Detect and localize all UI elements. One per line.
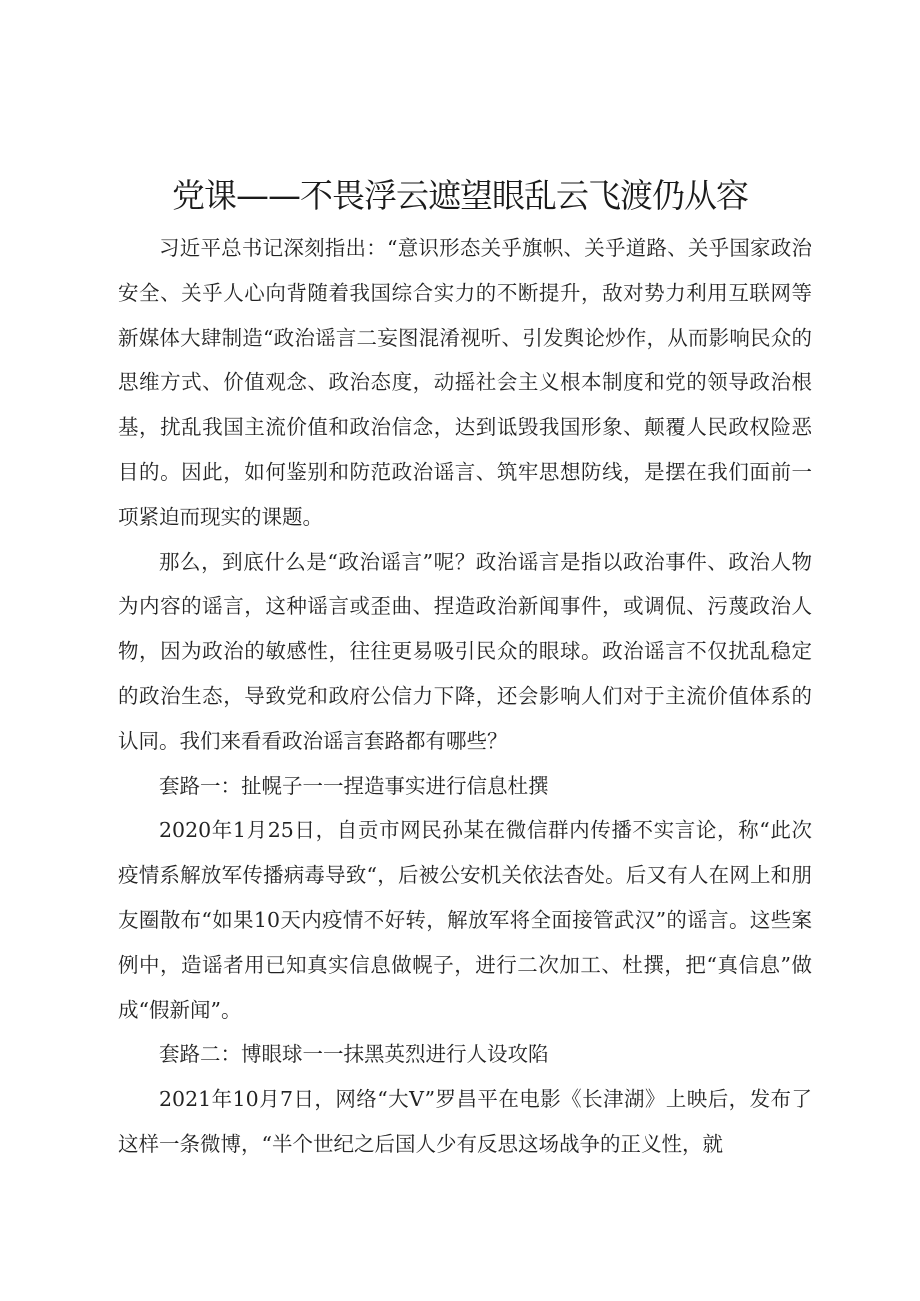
section-heading-1: 套路一：扯幌子一一捏造事实进行信息杜撰 xyxy=(159,773,549,798)
paragraph-intro: 习近平总书记深刻指出：“意识形态关乎旗帜、关乎道路、关乎国家政治安全、关乎人心向背随着我国综合实力的不断提升，敌对势力利用互联网等新媒体大肆制造“政治谣言二妄图混淆视听、引发舆论炒作，从而影响民众的思维方式、价值观念、政治态度，动摇社会主义根本制度和党的领导政治根基，扰乱我国主流价值和政治信念，达到诋毁我国形象、颠覆人民政权险恶目的。因此，如何鉴别和防范政治谣言、筑牢思想防线，是摆在我们面前一项紧迫而现实的课题。 xyxy=(118,236,812,529)
paragraph-case-2: 2021年10月7日，网络“大V”罗昌平在电影《长津湖》上映后，发布了这样一条微博，“半个世纪之后国人少有反思这场战争的正义性，就 xyxy=(118,1087,812,1156)
document-title: 党课——不畏浮云遮望眼乱云飞渡仍从容 xyxy=(172,176,748,215)
section-heading-2: 套路二：博眼球一一抹黑英烈进行人设攻陷 xyxy=(159,1042,549,1067)
paragraph-case-1: 2020年1月25日，自贡市网民孙某在微信群内传播不实言论，称“此次疫情系解放军传播病毒导致“，后被公安机关依法杳处。后又有人在网上和朋友圈散布“如果10天内疫情不好转，解放军将全面接管武汉”的谣言。这些案例中，造谣者用已知真实信息做幌子，进行二次加工、杜撰，把“真信息”做成“假新闻”。 xyxy=(118,818,812,1022)
paragraph-definition: 那么，到底什么是“政治谣言”呢？政治谣言是指以政治事件、政治人物为内容的谣言，这种谣言或歪曲、捏造政治新闻事件，或调侃、污蔑政治人物，因为政治的敏感性，往往更易吸引民众的眼球。政治谣言不仅扰乱稳定的政治生态，导致党和政府公信力下降，还会影响人们对于主流价值体系的认同。我们来看看政治谣言套路都有哪些？ xyxy=(118,549,812,753)
document-body xyxy=(118,226,812,1167)
